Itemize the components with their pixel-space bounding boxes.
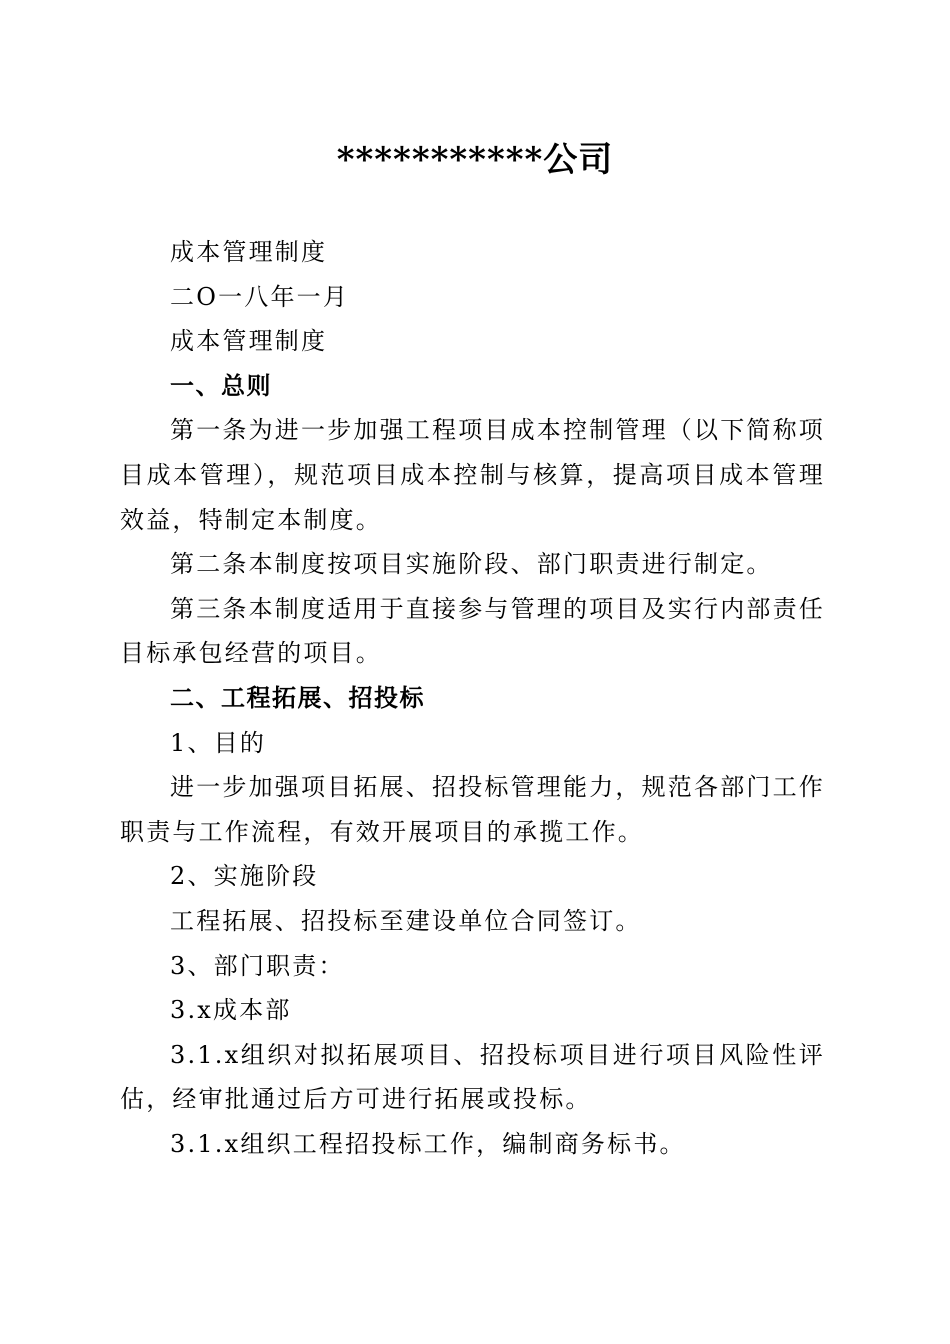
subheading-duties: 3、部门职责： [170,951,345,980]
duty-item-bidding: 3.1.x组织工程招投标工作，编制商务标书。 [170,1129,686,1158]
subheading-purpose: 1、目的 [170,728,267,757]
company-title: ***********公司 [336,140,614,180]
heading-bidding: 二、工程拓展、招投标 [170,683,425,712]
stage-text: 工程拓展、招投标至建设单位合同签订。 [170,906,642,935]
cost-department: 3.x成本部 [170,996,292,1025]
purpose-text: 进一步加强项目拓展、招投标管理能力，规范各部门工作职责与工作流程，有效开展项目的承揽工作。 [120,773,825,846]
duty-item-risk-assessment: 3.1.x组织对拟拓展项目、招投标项目进行项目风险性评估，经审批通过后方可进行拓展或投标。 [120,1040,825,1114]
doc-date: 二O一八年一月 [170,282,350,311]
article-1: 第一条为进一步加强工程项目成本控制管理（以下简称项目成本管理），规范项目成本控制与核算，提高项目成本管理效益，特制定本制度。 [120,416,825,534]
subheading-stage: 2、实施阶段 [170,862,319,891]
doc-subtitle: 成本管理制度 [170,238,328,266]
doc-section-title: 成本管理制度 [170,327,328,356]
document-body [120,230,825,1166]
article-3: 第三条本制度适用于直接参与管理的项目及实行内部责任目标承包经营的项目。 [120,594,825,668]
heading-general-provisions: 一、总则 [170,371,272,400]
article-2: 第二条本制度按项目实施阶段、部门职责进行制定。 [170,550,773,579]
